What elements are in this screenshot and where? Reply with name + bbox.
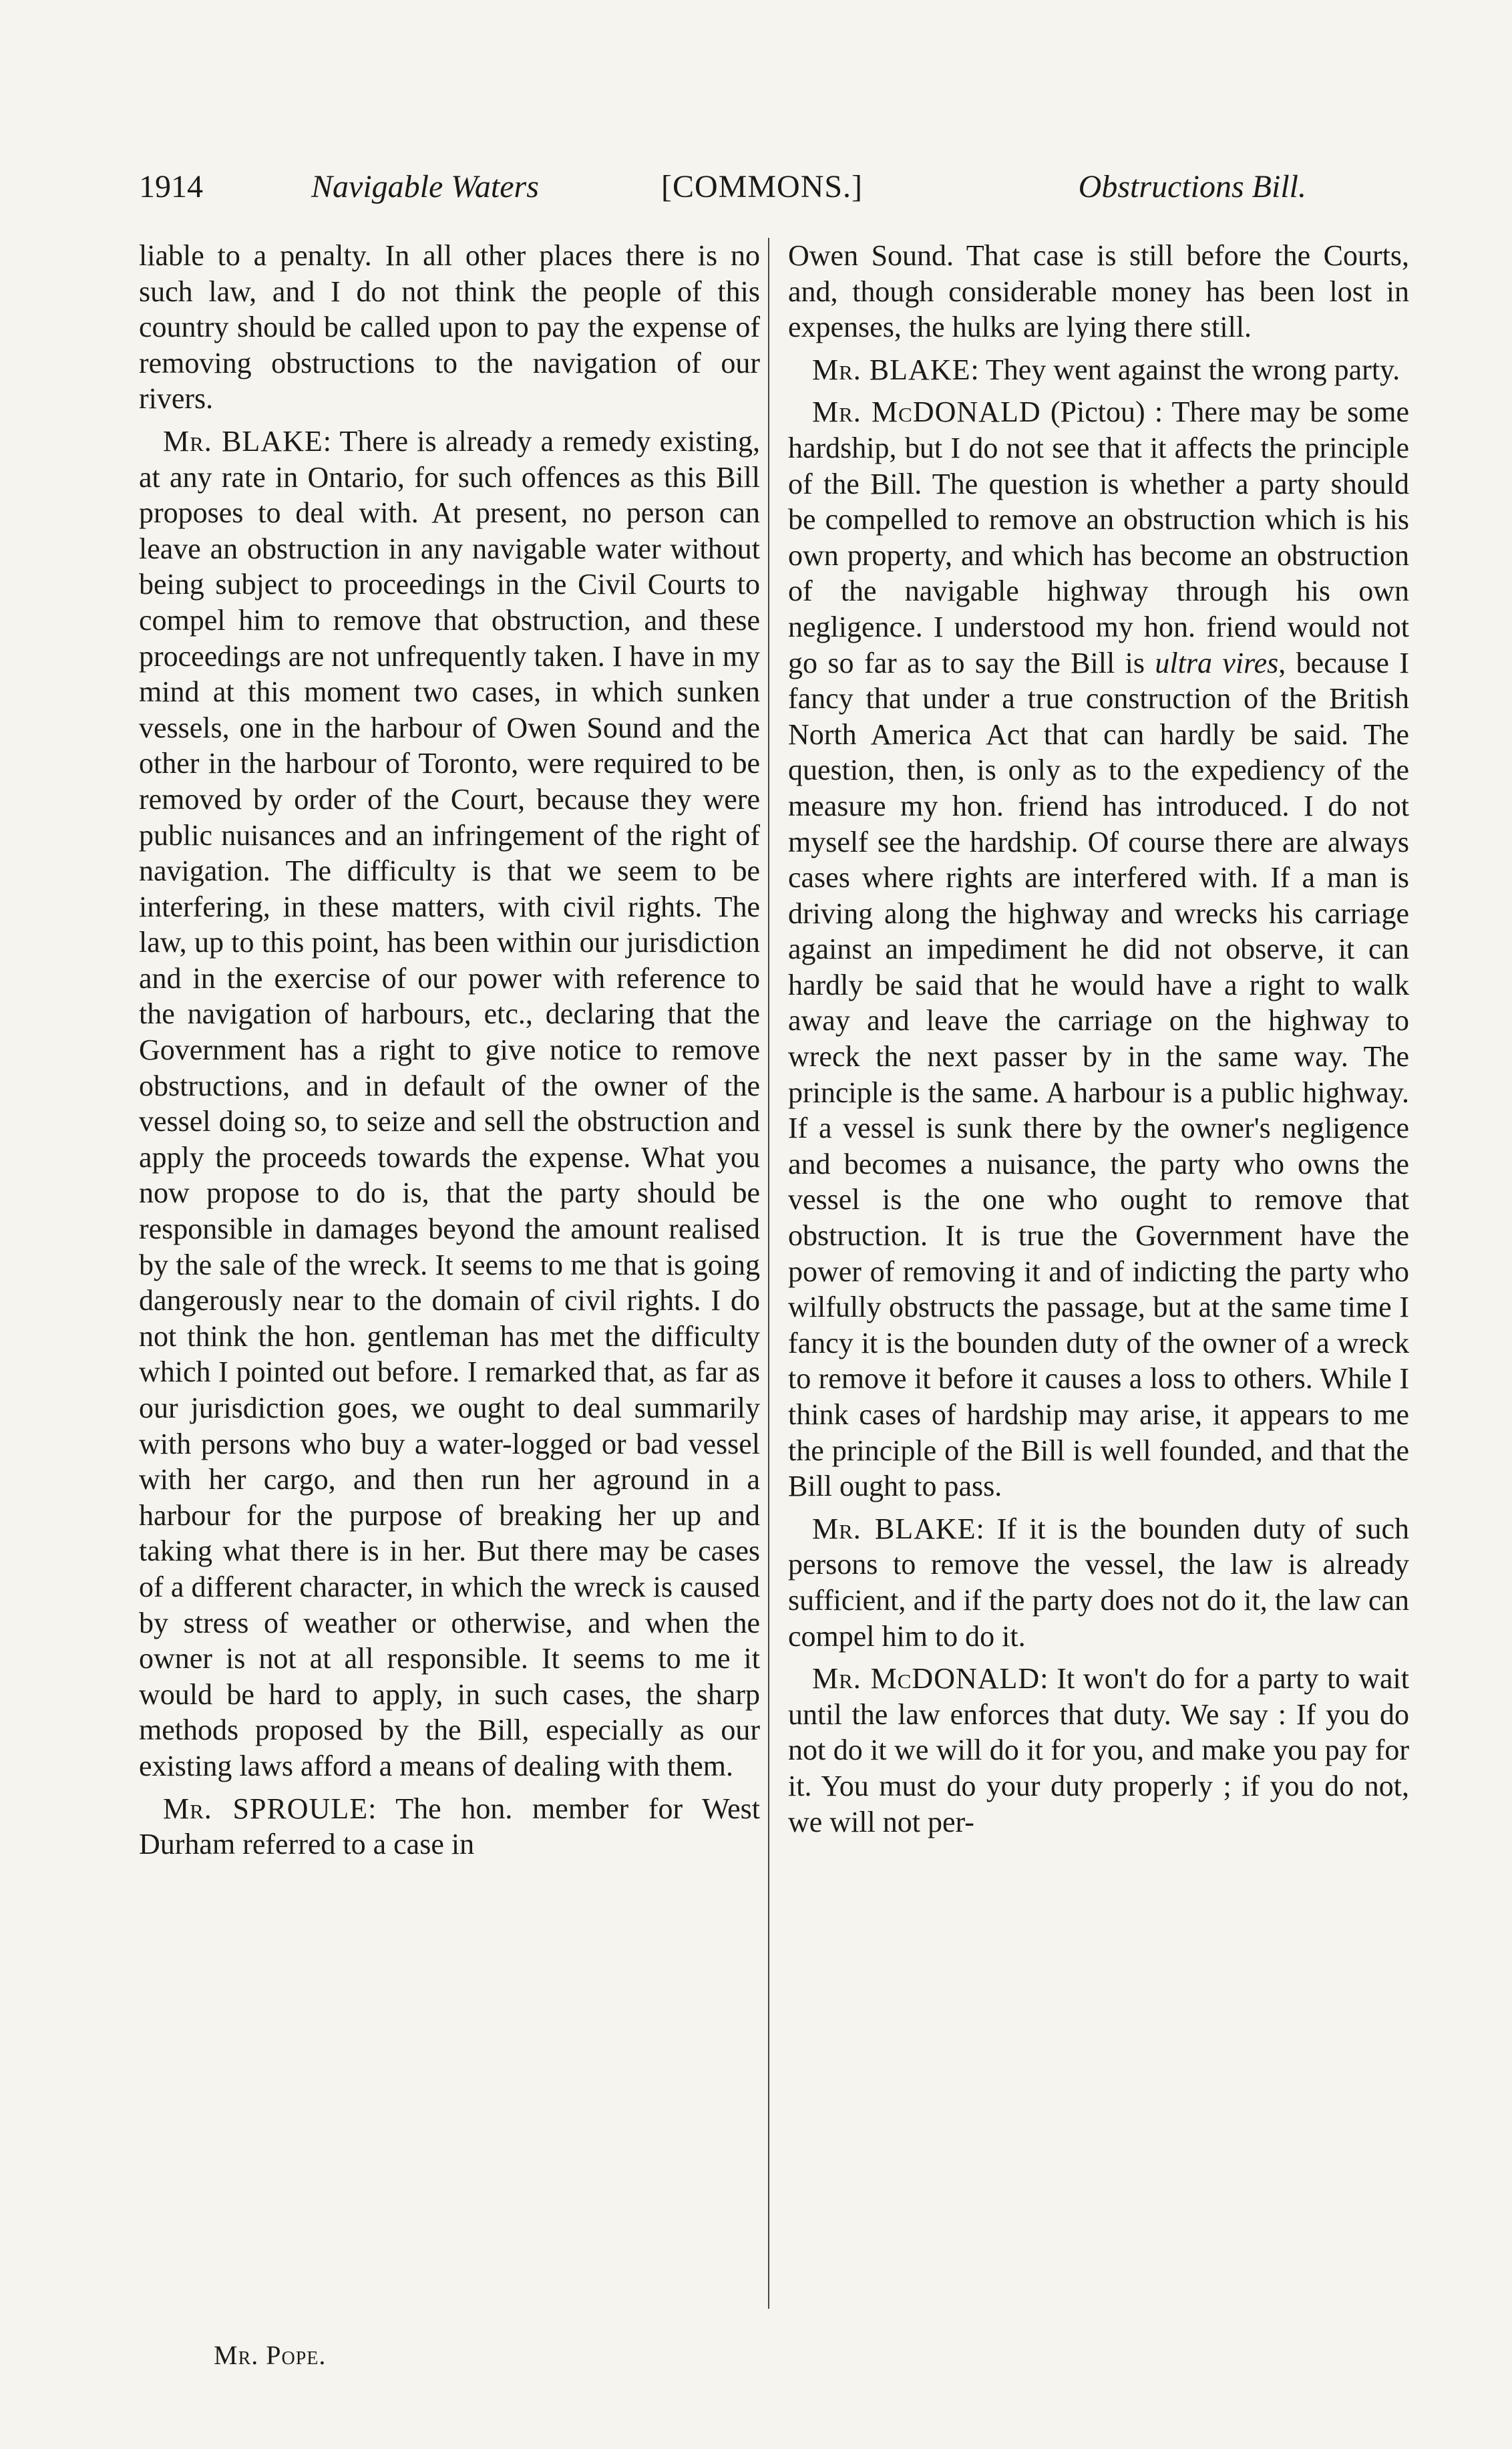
speech-text: : There is already a remedy existing, at any rate in Ontario, for such offences as this Bill proposes to deal with. At present, no person can leave an obstruction in any navigable water without being subject to proceedings in the Civil Courts to compel him to remove that obstruction, and these proceedings are not unfrequently taken. I have in my mind at this moment two cases, in which sunken vessels, one in the harbour of Owen Sound and the other in the harbour of Toronto, were required to be removed by order of the Court, because they were public nuisances and an infringement of the right of navigation. The difficulty is that we seem to be interfering, in these matters, with civil rights. The law, up to this point, has been within our jurisdiction and in the exercise of our power with reference to the navigation of harbours, etc., declaring that the Government has a right to give notice to remove obstructions, and in default of the owner of the vessel doing so, to seize and sell the obstruction and apply the proceeds towards the expense. What you now propose to do is, that the party should be responsible in damages beyond the amount realised by the sale of the wreck. It seems to me that is going dangerously near to the domain of civil rights. I do not think the hon. gentleman has met the difficulty which I pointed out before. I remarked that, as far as our jurisdiction goes, we ought to deal summarily with persons who buy a water-logged or bad vessel with her cargo, and then run her aground in a harbour for the purpose of breaking her up and taking what there is in her. But there may be cases of a different character, in which the wreck is caused by stress of weather or otherwise, and when the owner is not at all responsible. It seems to me it would be hard to apply, in such cases, the sharp methods proposed by the Bill, especially as our existing laws afford a means of dealing with them. — [139, 424, 761, 1782]
speaker-name: Mr. BLAKE — [812, 353, 971, 386]
right-paragraph-2 — [788, 352, 1409, 388]
latin-phrase: ultra vires — [1155, 646, 1279, 679]
speech-text: (Pictou) : There may be some hardship, but I do not see that it affects the principle of the Bill. The question is whether a party should be compelled to remove an obstruction which is his own property, and which has become an obstruction of the navigable highway through his own negligence. I understood my hon. friend would not go so far as to say the Bill is — [788, 395, 1410, 679]
column-divider — [768, 238, 769, 2309]
running-title-right: Obstructions Bill. — [1078, 169, 1306, 204]
right-paragraph-5 — [788, 1661, 1409, 1840]
speaker-name: Mr. McDONALD — [812, 1662, 1041, 1695]
speech-text: : They went against the wrong party. — [970, 353, 1400, 386]
right-column — [788, 238, 1409, 1840]
running-title-left: Navigable Waters — [311, 169, 539, 204]
speech-text: : If it is the bounden duty of such persons to remove the vessel, the law is already sufficient, and if the party does not do it, the law can compel him to do it. — [788, 1512, 1409, 1653]
speaker-name: Mr. BLAKE — [163, 424, 323, 458]
page-header — [139, 160, 1314, 214]
speech-text: : The hon. member for West Durham referred to a case in — [139, 1792, 761, 1861]
speaker-name: Mr. SPROULE — [163, 1792, 369, 1825]
page-number: 1914 — [139, 169, 203, 204]
right-paragraph-4 — [788, 1511, 1409, 1654]
right-paragraph-1: Owen Sound. That case is still before the Courts, and, though considerable money has been lost in expenses, the hulks are lying there still. — [788, 239, 1409, 344]
left-paragraph-3 — [139, 1791, 760, 1862]
left-column — [139, 238, 760, 1862]
catchword: Mr. Pope. — [214, 2340, 327, 2370]
left-paragraph-1: liable to a penalty. In all other places there is no such law, and I do not think the people of this country should be called upon to pay the expense of removing obstructions to the navigation of our rivers. — [139, 239, 760, 416]
running-title-center: [COMMONS.] — [661, 169, 864, 204]
speaker-name: Mr. BLAKE — [812, 1512, 976, 1545]
left-paragraph-2 — [139, 424, 760, 1784]
speech-text: : It won't do for a party to wait until the law enforces that duty. We say : If you do not do it we will do it for you, and make you pay for it. You must do your duty properly ; if you do not, we will not per- — [788, 1662, 1410, 1838]
speech-text: , because I fancy that under a true construction of the British North America Act that can hardly be said. The question, then, is only as to the expediency of the measure my hon. friend has introduced. I do not myself see the hardship. Of course there are always cases where rights are interfered with. If a man is driving along the highway and wrecks his carriage against an impediment he did not observe, it can hardly be said that he would have a right to walk away and leave the carriage on the highway to wreck the next passer by in the same way. The principle is the same. A harbour is a public highway. If a vessel is sunk there by the owner's negligence and becomes a nuisance, the party who owns the vessel is the one who ought to remove that obstruction. It is true the Government have the power of removing it and of indicting the party who wilfully obstructs the passage, but at the same time I fancy it is the bounden duty of the owner of a wreck to remove it before it causes a loss to others. While I think cases of hardship may arise, it appears to me the principle of the Bill is well founded, and that the Bill ought to pass. — [788, 646, 1409, 1503]
speaker-name: Mr. McDONALD — [812, 395, 1041, 429]
right-paragraph-3 — [788, 394, 1409, 1504]
